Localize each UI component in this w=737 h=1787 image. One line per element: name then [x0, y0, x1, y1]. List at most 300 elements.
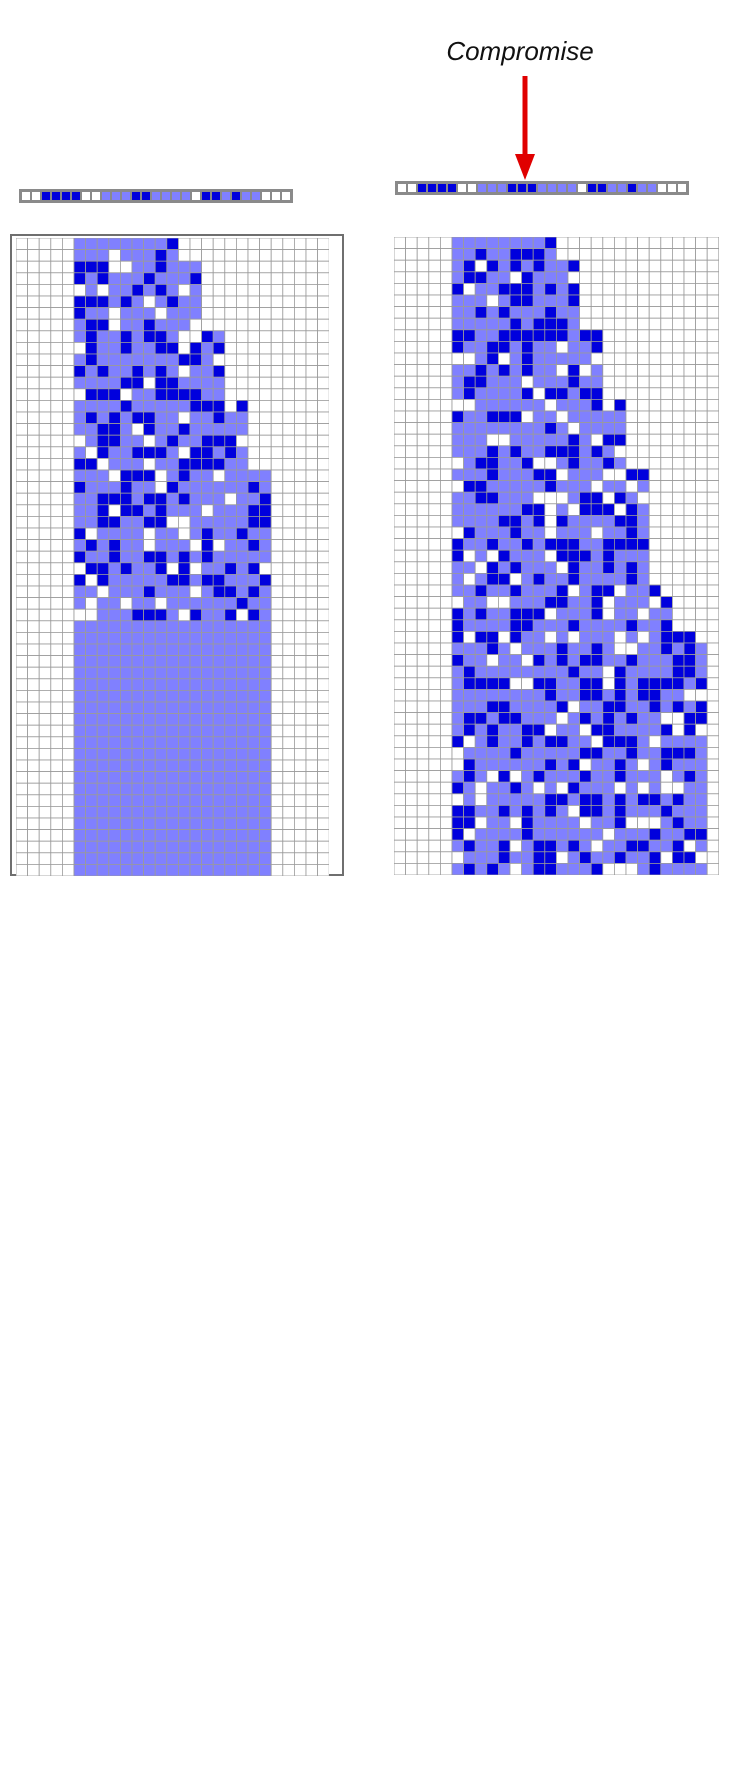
automaton-cell [109, 725, 121, 737]
automaton-cell [294, 679, 306, 691]
arrow-head [515, 154, 535, 180]
automaton-cell [318, 783, 329, 795]
automaton-cell [144, 505, 156, 517]
automaton-cell [225, 354, 237, 366]
automaton-cell [417, 643, 429, 655]
automaton-cell [51, 482, 63, 494]
automaton-cell [638, 631, 650, 643]
automaton-cell [580, 527, 592, 539]
automaton-cell [498, 365, 510, 377]
automaton-cell [190, 563, 202, 575]
automaton-cell [271, 308, 283, 320]
automaton-cell [626, 353, 638, 365]
automaton-cell [661, 353, 673, 365]
automaton-cell [283, 679, 295, 691]
automaton-cell [28, 621, 40, 633]
automaton-cell [120, 528, 132, 540]
automaton-cell [626, 631, 638, 643]
automaton-cell [202, 493, 214, 505]
automaton-cell [603, 434, 615, 446]
automaton-cell [614, 817, 626, 829]
automaton-cell [591, 782, 603, 794]
automaton-cell [487, 457, 499, 469]
automaton-cell [440, 724, 452, 736]
automaton-cell [591, 341, 603, 353]
automaton-cell [213, 644, 225, 656]
automaton-cell [545, 330, 557, 342]
automaton-cell [213, 366, 225, 378]
automaton-cell [614, 562, 626, 574]
automaton-cell [568, 481, 580, 493]
automaton-cell [28, 342, 40, 354]
strip-cell [578, 184, 586, 192]
automaton-cell [429, 724, 441, 736]
automaton-cell [16, 540, 28, 552]
automaton-cell [132, 400, 144, 412]
automaton-cell [614, 863, 626, 875]
automaton-cell [649, 747, 661, 759]
automaton-cell [318, 505, 329, 517]
automaton-cell [440, 817, 452, 829]
automaton-cell [86, 458, 98, 470]
automaton-cell [487, 817, 499, 829]
automaton-cell [475, 260, 487, 272]
automaton-cell [306, 690, 318, 702]
automaton-cell [190, 795, 202, 807]
automaton-cell [591, 446, 603, 458]
automaton-cell [51, 493, 63, 505]
automaton-cell [661, 249, 673, 261]
automaton-cell [132, 737, 144, 749]
automaton-cell [707, 736, 719, 748]
automaton-cell [661, 852, 673, 864]
strip-cell [82, 192, 90, 200]
automaton-cell [487, 597, 499, 609]
automaton-cell [522, 759, 534, 771]
automaton-cell [51, 516, 63, 528]
automaton-cell [178, 609, 190, 621]
automaton-cell [260, 528, 272, 540]
automaton-cell [707, 260, 719, 272]
automaton-cell [394, 423, 406, 435]
automaton-cell [225, 853, 237, 865]
strip-cell [458, 184, 466, 192]
strip-cell [242, 192, 250, 200]
automaton-cell [28, 551, 40, 563]
automaton-cell [672, 272, 684, 284]
automaton-cell [510, 423, 522, 435]
automaton-cell [452, 550, 464, 562]
automaton-cell [260, 853, 272, 865]
automaton-cell [62, 331, 74, 343]
automaton-cell [260, 737, 272, 749]
automaton-cell [167, 841, 179, 853]
automaton-cell [672, 388, 684, 400]
automaton-cell [132, 528, 144, 540]
automaton-cell [429, 295, 441, 307]
automaton-cell [696, 330, 708, 342]
automaton-cell [155, 632, 167, 644]
automaton-cell [155, 563, 167, 575]
automaton-cell [522, 399, 534, 411]
automaton-cell [167, 667, 179, 679]
automaton-cell [86, 621, 98, 633]
automaton-cell [464, 631, 476, 643]
automaton-cell [406, 539, 418, 551]
automaton-cell [51, 331, 63, 343]
automaton-cell [452, 620, 464, 632]
automaton-cell [97, 505, 109, 517]
automaton-cell [452, 852, 464, 864]
automaton-cell [533, 446, 545, 458]
automaton-cell [294, 435, 306, 447]
automaton-cell [626, 771, 638, 783]
automaton-cell [155, 574, 167, 586]
automaton-cell [74, 342, 86, 354]
automaton-cell [225, 598, 237, 610]
automaton-cell [144, 690, 156, 702]
automaton-cell [132, 389, 144, 401]
automaton-cell [626, 782, 638, 794]
automaton-cell [533, 713, 545, 725]
automaton-cell [260, 366, 272, 378]
automaton-cell [417, 399, 429, 411]
automaton-cell [248, 760, 260, 772]
automaton-cell [672, 353, 684, 365]
automaton-cell [429, 794, 441, 806]
automaton-cell [236, 818, 248, 830]
automaton-cell [672, 666, 684, 678]
automaton-cell [672, 689, 684, 701]
automaton-cell [452, 353, 464, 365]
automaton-cell [684, 365, 696, 377]
automaton-cell [510, 237, 522, 249]
automaton-cell [661, 481, 673, 493]
automaton-cell [626, 249, 638, 261]
automaton-cell [464, 678, 476, 690]
automaton-cell [696, 736, 708, 748]
automaton-cell [16, 342, 28, 354]
automaton-cell [155, 598, 167, 610]
automaton-cell [28, 389, 40, 401]
automaton-cell [429, 341, 441, 353]
automaton-cell [440, 550, 452, 562]
automaton-cell [591, 376, 603, 388]
automaton-cell [417, 353, 429, 365]
automaton-cell [260, 574, 272, 586]
automaton-cell [429, 365, 441, 377]
automaton-cell [649, 666, 661, 678]
automaton-cell [271, 725, 283, 737]
automaton-cell [318, 366, 329, 378]
automaton-cell [568, 423, 580, 435]
automaton-cell [545, 376, 557, 388]
automaton-cell [97, 470, 109, 482]
automaton-cell [556, 840, 568, 852]
automaton-cell [580, 736, 592, 748]
automaton-cell [591, 608, 603, 620]
automaton-cell [62, 806, 74, 818]
automaton-cell [429, 423, 441, 435]
automaton-cell [475, 376, 487, 388]
automaton-cell [591, 724, 603, 736]
automaton-cell [464, 515, 476, 527]
automaton-cell [109, 493, 121, 505]
automaton-cell [696, 307, 708, 319]
automaton-cell [440, 643, 452, 655]
automaton-cell [225, 795, 237, 807]
automaton-cell [580, 481, 592, 493]
automaton-cell [440, 678, 452, 690]
automaton-cell [190, 482, 202, 494]
automaton-cell [109, 238, 121, 250]
automaton-cell [190, 389, 202, 401]
automaton-cell [306, 667, 318, 679]
automaton-cell [510, 863, 522, 875]
automaton-cell [248, 308, 260, 320]
automaton-cell [417, 260, 429, 272]
automaton-cell [580, 689, 592, 701]
automaton-cell [522, 840, 534, 852]
automaton-cell [614, 527, 626, 539]
automaton-cell [16, 470, 28, 482]
automaton-cell [591, 527, 603, 539]
automaton-cell [545, 852, 557, 864]
automaton-cell [306, 238, 318, 250]
automaton-cell [649, 620, 661, 632]
strip-cell [282, 192, 290, 200]
automaton-cell [283, 493, 295, 505]
automaton-cell [661, 585, 673, 597]
automaton-cell [51, 772, 63, 784]
automaton-cell [591, 666, 603, 678]
automaton-cell [178, 284, 190, 296]
automaton-cell [498, 597, 510, 609]
automaton-cell [696, 573, 708, 585]
automaton-cell [707, 341, 719, 353]
automaton-cell [248, 458, 260, 470]
automaton-cell [638, 481, 650, 493]
automaton-cell [498, 759, 510, 771]
automaton-cell [132, 806, 144, 818]
automaton-cell [522, 643, 534, 655]
automaton-cell [283, 574, 295, 586]
automaton-cell [661, 666, 673, 678]
automaton-cell [16, 702, 28, 714]
automaton-cell [626, 817, 638, 829]
automaton-cell [580, 446, 592, 458]
automaton-cell [696, 689, 708, 701]
automaton-cell [707, 643, 719, 655]
automaton-cell [62, 354, 74, 366]
automaton-cell [591, 365, 603, 377]
automaton-cell [155, 528, 167, 540]
automaton-cell [236, 435, 248, 447]
automaton-cell [225, 644, 237, 656]
automaton-cell [260, 772, 272, 784]
automaton-cell [51, 377, 63, 389]
automaton-cell [475, 805, 487, 817]
automaton-cell [39, 760, 51, 772]
automaton-cell [155, 261, 167, 273]
automaton-cell [225, 551, 237, 563]
automaton-cell [684, 469, 696, 481]
automaton-cell [440, 573, 452, 585]
automaton-cell [475, 794, 487, 806]
automaton-cell [155, 586, 167, 598]
automaton-cell [120, 424, 132, 436]
automaton-cell [306, 702, 318, 714]
automaton-cell [178, 841, 190, 853]
automaton-cell [225, 748, 237, 760]
automaton-cell [649, 852, 661, 864]
automaton-cell [283, 412, 295, 424]
automaton-cell [487, 249, 499, 261]
automaton-cell [475, 863, 487, 875]
automaton-cell [475, 434, 487, 446]
automaton-cell [213, 656, 225, 668]
automaton-cell [202, 342, 214, 354]
automaton-cell [190, 412, 202, 424]
automaton-cell [28, 586, 40, 598]
automaton-cell [545, 631, 557, 643]
automaton-cell [487, 573, 499, 585]
automaton-cell [167, 783, 179, 795]
automaton-cell [661, 365, 673, 377]
automaton-cell [545, 608, 557, 620]
automaton-cell [167, 574, 179, 586]
automaton-cell [649, 527, 661, 539]
automaton-cell [522, 573, 534, 585]
automaton-cell [603, 771, 615, 783]
automaton-cell [498, 631, 510, 643]
automaton-cell [429, 666, 441, 678]
automaton-cell [626, 399, 638, 411]
automaton-cell [155, 516, 167, 528]
automaton-cell [533, 666, 545, 678]
automaton-cell [487, 492, 499, 504]
automaton-cell [39, 400, 51, 412]
automaton-cell [452, 562, 464, 574]
automaton-cell [510, 481, 522, 493]
automaton-cell [318, 308, 329, 320]
automaton-cell [533, 701, 545, 713]
automaton-cell [406, 782, 418, 794]
automaton-cell [406, 353, 418, 365]
automaton-cell [74, 389, 86, 401]
automaton-cell [696, 620, 708, 632]
automaton-cell [498, 608, 510, 620]
automaton-cell [545, 643, 557, 655]
automaton-cell [271, 830, 283, 842]
automaton-cell [672, 527, 684, 539]
automaton-cell [271, 632, 283, 644]
automaton-cell [649, 782, 661, 794]
automaton-cell [120, 261, 132, 273]
automaton-cell [248, 238, 260, 250]
automaton-cell [236, 342, 248, 354]
automaton-cell [132, 748, 144, 760]
automaton-cell [464, 643, 476, 655]
automaton-cell [394, 411, 406, 423]
automaton-cell [294, 342, 306, 354]
automaton-cell [97, 725, 109, 737]
automaton-cell [39, 679, 51, 691]
automaton-cell [167, 319, 179, 331]
automaton-cell [487, 713, 499, 725]
automaton-cell [440, 376, 452, 388]
automaton-cell [202, 331, 214, 343]
automaton-cell [545, 295, 557, 307]
automaton-cell [638, 840, 650, 852]
automaton-cell [417, 782, 429, 794]
automaton-cell [51, 632, 63, 644]
automaton-cell [707, 666, 719, 678]
strip-cell [102, 192, 110, 200]
automaton-cell [236, 598, 248, 610]
automaton-cell [661, 388, 673, 400]
automaton-cell [318, 261, 329, 273]
automaton-cell [120, 586, 132, 598]
automaton-cell [294, 261, 306, 273]
automaton-cell [603, 341, 615, 353]
automaton-cell [498, 504, 510, 516]
automaton-cell [294, 470, 306, 482]
automaton-cell [417, 573, 429, 585]
automaton-cell [109, 864, 121, 876]
automaton-cell [510, 515, 522, 527]
automaton-cell [260, 644, 272, 656]
automaton-cell [452, 643, 464, 655]
automaton-cell [406, 863, 418, 875]
automaton-cell [649, 771, 661, 783]
automaton-cell [74, 250, 86, 262]
automaton-cell [28, 853, 40, 865]
automaton-cell [649, 573, 661, 585]
automaton-cell [510, 573, 522, 585]
automaton-cell [591, 736, 603, 748]
automaton-cell [522, 713, 534, 725]
automaton-cell [696, 469, 708, 481]
automaton-cell [591, 481, 603, 493]
automaton-cell [144, 609, 156, 621]
automaton-cell [132, 586, 144, 598]
automaton-cell [86, 273, 98, 285]
automaton-cell [638, 376, 650, 388]
automaton-cell [120, 482, 132, 494]
automaton-cell [707, 852, 719, 864]
automaton-cell [533, 724, 545, 736]
automaton-cell [638, 318, 650, 330]
automaton-cell [487, 678, 499, 690]
automaton-cell [132, 516, 144, 528]
automaton-cell [16, 528, 28, 540]
automaton-cell [510, 249, 522, 261]
automaton-cell [591, 701, 603, 713]
automaton-cell [417, 492, 429, 504]
automaton-cell [464, 469, 476, 481]
automaton-cell [248, 574, 260, 586]
automaton-cell [626, 446, 638, 458]
automaton-cell [545, 829, 557, 841]
automaton-cell [406, 701, 418, 713]
automaton-cell [236, 366, 248, 378]
automaton-cell [86, 516, 98, 528]
automaton-cell [614, 736, 626, 748]
automaton-cell [464, 620, 476, 632]
automaton-cell [202, 377, 214, 389]
automaton-cell [306, 632, 318, 644]
